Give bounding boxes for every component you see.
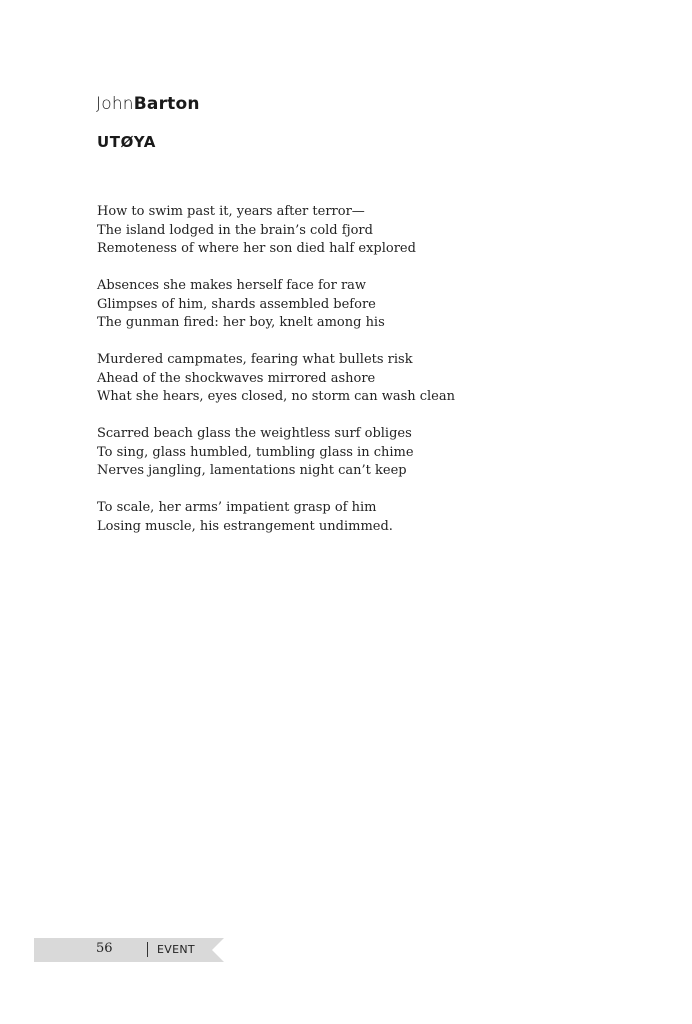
poem-line: Nerves jangling, lamentations night can’t keep (97, 463, 407, 478)
stanza (97, 425, 455, 481)
poem-line: To sing, glass humbled, tumbling glass in chime (97, 444, 414, 460)
author-last-name: Barton (133, 94, 200, 114)
poem-line: The gunman fired: her boy, knelt among his (97, 315, 385, 330)
poem-body (97, 203, 455, 555)
footer-divider (147, 942, 148, 957)
stanza (97, 351, 455, 407)
page-number: 56 (96, 941, 113, 956)
poem-line: What she hears, eyes closed, no storm can wash clean (97, 389, 456, 404)
stanza (97, 499, 455, 536)
poem-line: Scarred beach glass the weightless surf obliges (97, 426, 412, 441)
author-first-name: John (96, 94, 134, 114)
poem-line: The island lodged in the brain’s cold fjord (97, 222, 373, 238)
poem-line: To scale, her arms’ impatient grasp of him (97, 500, 377, 515)
poem-line: Remoteness of where her son died half explored (97, 241, 416, 256)
stanza (97, 203, 455, 259)
poem-line: Ahead of the shockwaves mirrored ashore (97, 370, 376, 386)
author-name (96, 94, 200, 114)
poem-line: Absences she makes herself face for raw (97, 278, 367, 293)
stanza (97, 277, 455, 333)
footer-band-shape (34, 938, 224, 962)
poem-line: Murdered campmates, fearing what bullets risk (97, 352, 413, 367)
poem-line: Losing muscle, his estrangement undimmed. (97, 518, 393, 534)
poem-line: How to swim past it, years after terror— (97, 204, 365, 219)
footer-band (34, 938, 224, 962)
poem-line: Glimpses of him, shards assembled before (97, 296, 376, 312)
poem-title: UTØYA (97, 133, 156, 151)
journal-name: EVENT (157, 943, 195, 956)
